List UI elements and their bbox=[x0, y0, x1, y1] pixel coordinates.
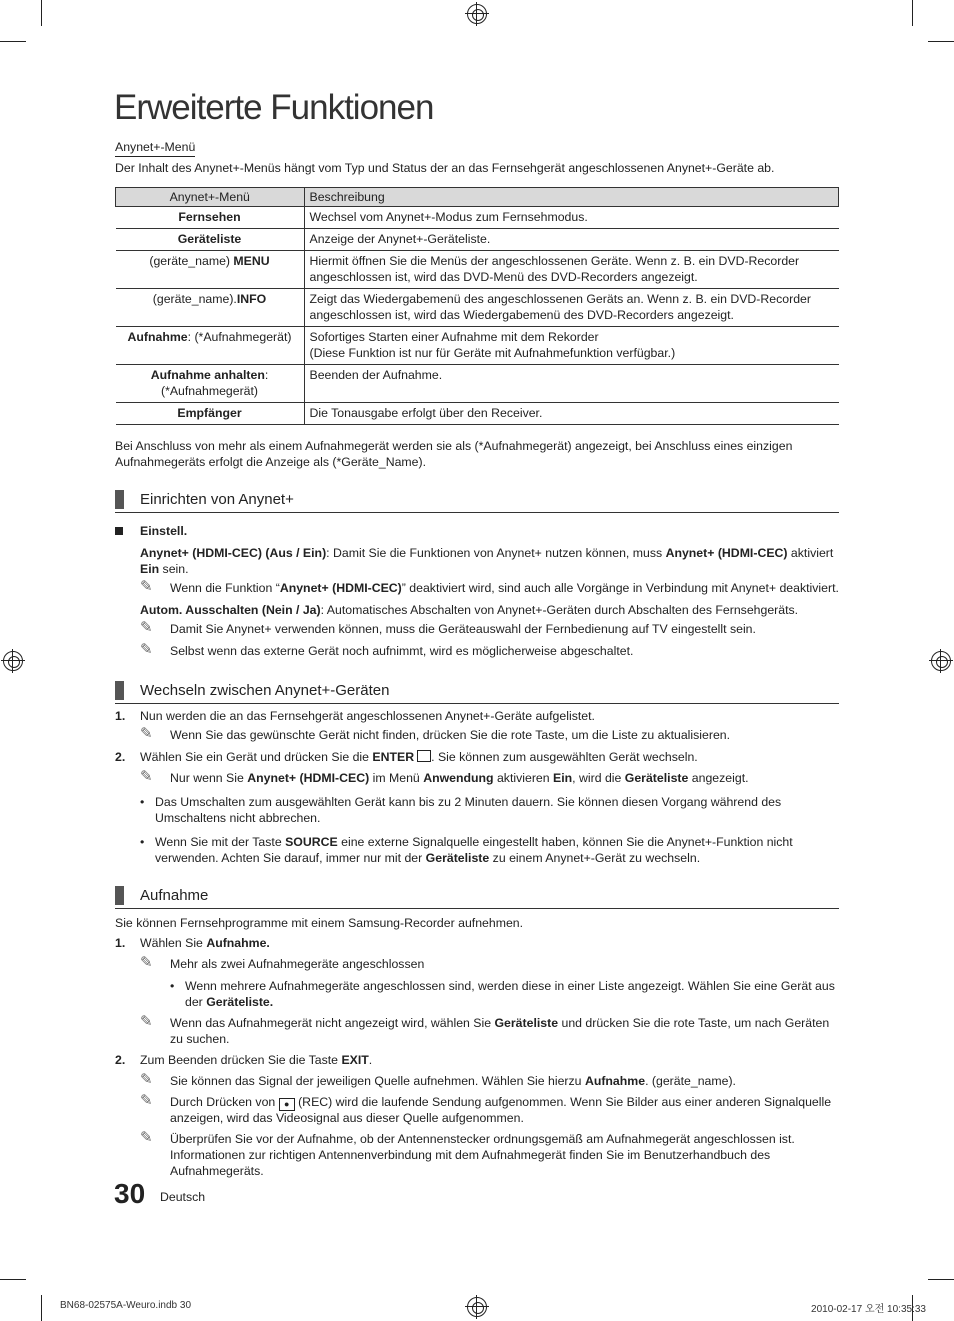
table-row bbox=[116, 289, 839, 327]
text: SOURCE bbox=[285, 835, 338, 849]
text: Sie können das Signal der jeweiligen Quelle aufnehmen. Wählen Sie hierzu bbox=[170, 1074, 585, 1088]
setting-name: Autom. Ausschalten (Nein / Ja) bbox=[140, 603, 321, 617]
text: . bbox=[368, 1053, 373, 1067]
text: Geräteliste bbox=[425, 851, 490, 865]
table-cell: Geräteliste bbox=[177, 232, 242, 246]
rec-button-icon: ● bbox=[279, 1098, 295, 1111]
table-cell: Aufnahme bbox=[127, 330, 188, 344]
text: ENTER bbox=[372, 750, 415, 764]
section-heading bbox=[115, 486, 839, 513]
text: Geräteliste bbox=[494, 1016, 559, 1030]
record-intro: Sie können Fernsehprogramme mit einem Samsung-Recorder aufnehmen. bbox=[115, 916, 524, 930]
table-cell: (*Aufnahmegerät) bbox=[160, 384, 259, 398]
pencil-note-icon: ✎ bbox=[140, 954, 153, 971]
text: Anynet+ (HDMI-CEC) bbox=[247, 771, 370, 785]
pencil-note-icon: ✎ bbox=[140, 725, 153, 742]
table-row bbox=[116, 327, 839, 365]
crop-mark bbox=[0, 41, 26, 42]
pencil-note-icon: ✎ bbox=[140, 1013, 153, 1030]
table-cell: Fernsehen bbox=[178, 210, 241, 224]
table-row bbox=[116, 403, 839, 425]
bullet-icon: • bbox=[140, 795, 145, 809]
text: Damit Sie Anynet+ verwenden können, muss die Geräteauswahl der Fernbedienung auf TV eingestellt sein. bbox=[170, 622, 756, 636]
pencil-note-icon: ✎ bbox=[140, 619, 153, 636]
anynet-menu-intro: Der Inhalt des Anynet+-Menüs hängt vom Typ und Status der an das Fernsehgerät angeschlossenen Anynet+-Geräte ab. bbox=[115, 161, 775, 175]
text: Geräteliste bbox=[624, 771, 689, 785]
text: Geräteliste. bbox=[206, 995, 274, 1009]
table-cell: (geräte_name) bbox=[149, 254, 234, 268]
enter-icon bbox=[417, 750, 431, 762]
section-title: Wechseln zwischen Anynet+-Geräten bbox=[140, 681, 390, 699]
text: Wenn Sie mit der Taste bbox=[155, 835, 286, 849]
text: Nun werden die an das Fernsehgerät angeschlossenen Anynet+-Geräte aufgelistet. bbox=[140, 709, 595, 723]
table-cell: Wechsel vom Anynet+-Modus zum Fernsehmodus. bbox=[304, 207, 839, 229]
note bbox=[140, 770, 839, 786]
crop-mark bbox=[41, 1295, 42, 1321]
note bbox=[140, 1015, 839, 1047]
text: : Automatisches Abschalten von Anynet+-Geräten durch Abschalten des Fernsehgeräts. bbox=[320, 603, 799, 617]
list-item bbox=[170, 978, 839, 1010]
page-number: 30 bbox=[114, 1178, 146, 1209]
text: Wenn die Funktion “ bbox=[170, 581, 280, 595]
note bbox=[140, 643, 839, 659]
step-number: 2. bbox=[115, 1053, 126, 1067]
section-heading bbox=[115, 882, 839, 909]
text: aktiviert bbox=[787, 546, 834, 560]
table-cell: Zeigt das Wiedergabemenü des angeschlossenen Geräts an. Wenn z. B. ein DVD-Recorder angeschlossen ist, wird das Wiedergabemenü des DVD-Recorders angezeigt. bbox=[304, 289, 839, 327]
text: . Sie können zum ausgewählten Gerät wechseln. bbox=[431, 750, 698, 764]
step-number: 2. bbox=[115, 750, 126, 764]
text: Nur wenn Sie bbox=[170, 771, 248, 785]
pencil-note-icon: ✎ bbox=[140, 1071, 153, 1088]
text: Anynet+ (HDMI-CEC) bbox=[279, 581, 402, 595]
text: Ein bbox=[140, 562, 160, 576]
table-row bbox=[116, 251, 839, 289]
crop-mark bbox=[0, 1279, 26, 1280]
heading-bar bbox=[115, 681, 124, 700]
section-title: Aufnahme bbox=[140, 886, 209, 904]
text: zu einem Anynet+-Gerät zu wechseln. bbox=[489, 851, 701, 865]
square-bullet-icon bbox=[115, 527, 123, 535]
pencil-note-icon: ✎ bbox=[140, 641, 153, 658]
print-info-left: BN68-02575A-Weuro.indb 30 bbox=[60, 1300, 192, 1311]
bullet-icon: • bbox=[170, 979, 175, 993]
registration-mark-icon bbox=[3, 651, 23, 671]
text: und drücken Sie die rote Taste, um nach Geräten zu suchen. bbox=[170, 1016, 830, 1046]
item-title: Einstell. bbox=[140, 524, 188, 538]
text: (REC) wird die laufende Sendung aufgenommen. Wenn Sie Bilder aus einer anderen Signalquelle anzeigen, wird das Videosignal aus dieser Quelle aufgenommen. bbox=[170, 1095, 832, 1125]
print-info-right: 2010-02-17 오전 10:35:33 bbox=[811, 1304, 926, 1315]
text: angezeigt. bbox=[688, 771, 749, 785]
table-cell: : (*Aufnahmegerät) bbox=[187, 330, 292, 344]
text: . (geräte_name). bbox=[645, 1074, 736, 1088]
list-item bbox=[115, 523, 839, 539]
registration-mark-icon bbox=[467, 4, 487, 24]
page-language: Deutsch bbox=[160, 1190, 206, 1204]
note bbox=[140, 1131, 839, 1179]
text: Aufnahme. bbox=[206, 936, 270, 950]
note bbox=[140, 956, 839, 972]
main-content bbox=[115, 139, 839, 1179]
table-row bbox=[116, 365, 839, 403]
setting-paragraph bbox=[140, 602, 839, 618]
step-number: 1. bbox=[115, 936, 126, 950]
text: EXIT bbox=[341, 1053, 369, 1067]
text: Das Umschalten zum ausgewählten Gerät kann bis zu 2 Minuten dauern. Sie können diesen Vorgang während des Umschaltens nicht abbrechen. bbox=[155, 795, 782, 825]
text: eine externe Signalquelle eingestellt haben, können Sie die Anynet+-Funktion nicht verwenden. Achten Sie darauf, immer nur mit der bbox=[155, 835, 793, 865]
text: Ein bbox=[553, 771, 573, 785]
table-cell: Die Tonausgabe erfolgt über den Receiver. bbox=[304, 403, 839, 425]
step-number: 1. bbox=[115, 709, 126, 723]
text: : Damit Sie die Funktionen von Anynet+ nutzen können, muss bbox=[326, 546, 666, 560]
text: Anwendung bbox=[423, 771, 494, 785]
list-item bbox=[140, 834, 839, 866]
table-cell: Sofortiges Starten einer Aufnahme mit dem Rekorder bbox=[309, 330, 599, 344]
table-cell: Beenden der Aufnahme. bbox=[304, 365, 839, 403]
list-item bbox=[115, 749, 839, 765]
text: Durch Drücken von bbox=[170, 1095, 279, 1109]
table-cell: MENU bbox=[233, 254, 270, 268]
pencil-note-icon: ✎ bbox=[140, 1092, 153, 1109]
list-item bbox=[115, 935, 839, 951]
list-item bbox=[115, 708, 839, 724]
table-cell: : bbox=[264, 368, 269, 382]
table-cell: Hiermit öffnen Sie die Menüs der angeschlossenen Geräte. Wenn z. B. ein DVD-Recorder angeschlossen ist, wird das DVD-Menü des DVD-Recorders angezeigt. bbox=[304, 251, 839, 289]
heading-bar bbox=[115, 490, 124, 509]
anynet-menu-after: Bei Anschluss von mehr als einem Aufnahmegerät werden sie als (*Aufnahmegerät) angezeigt, bei Anschluss eines einzigen Aufnahmegeräts erfolgt die Anzeige als (*Geräte_Name). bbox=[115, 439, 793, 469]
list-item bbox=[140, 794, 839, 826]
note bbox=[140, 1073, 839, 1089]
pencil-note-icon: ✎ bbox=[140, 1129, 153, 1146]
table-cell: Anzeige der Anynet+-Geräteliste. bbox=[304, 229, 839, 251]
table-row bbox=[116, 229, 839, 251]
anynet-menu-label: Anynet+-Menü bbox=[115, 139, 195, 157]
text: Wenn Sie das gewünschte Gerät nicht finden, drücken Sie die rote Taste, um die Liste zu aktualisieren. bbox=[170, 728, 731, 742]
text: sein. bbox=[159, 562, 189, 576]
note bbox=[140, 727, 839, 743]
text: Wenn mehrere Aufnahmegeräte angeschlossen sind, werden diese in einer Liste angezeigt. Wählen Sie eine Gerät aus der bbox=[185, 979, 835, 1009]
bullet-icon: • bbox=[140, 835, 145, 849]
text: Überprüfen Sie vor der Aufnahme, ob der Antennenstecker ordnungsgemäß am Aufnahmegerät angeschlossen ist. Informationen zur richtigen Antennenverbindung mit dem Aufnahmegerät finden Sie im Benutzerhandbuch des Aufnahmegeräts. bbox=[170, 1132, 795, 1178]
table-cell: (Diese Funktion ist nur für Geräte mit Aufnahmefunktion verfügbar.) bbox=[309, 346, 676, 360]
list-item bbox=[115, 1052, 839, 1068]
anynet-menu-table bbox=[115, 187, 839, 425]
registration-mark-icon bbox=[931, 651, 951, 671]
crop-mark bbox=[41, 0, 42, 26]
table-cell: INFO bbox=[236, 292, 267, 306]
table-cell: (geräte_name). bbox=[152, 292, 237, 306]
table-header-row bbox=[116, 188, 839, 207]
table-cell: Empfänger bbox=[177, 406, 242, 420]
text: Anynet+ (HDMI-CEC) bbox=[665, 546, 788, 560]
text: Selbst wenn das externe Gerät noch aufnimmt, wird es möglicherweise abgeschaltet. bbox=[170, 644, 634, 658]
pencil-note-icon: ✎ bbox=[140, 768, 153, 785]
text: ” deaktiviert wird, sind auch alle Vorgänge in Verbindung mit Anynet+ deaktiviert. bbox=[401, 581, 839, 595]
table-header: Beschreibung bbox=[304, 188, 839, 207]
note bbox=[140, 1094, 839, 1126]
note bbox=[140, 621, 839, 637]
heading-bar bbox=[115, 886, 124, 905]
text: im Menü bbox=[369, 771, 424, 785]
page-title: Erweiterte Funktionen bbox=[114, 88, 434, 127]
crop-mark bbox=[928, 41, 954, 42]
setting-name: Anynet+ (HDMI-CEC) (Aus / Ein) bbox=[140, 546, 327, 560]
section-title: Einrichten von Anynet+ bbox=[140, 490, 294, 508]
note bbox=[140, 580, 839, 596]
crop-mark bbox=[912, 0, 913, 26]
pencil-note-icon: ✎ bbox=[140, 578, 153, 595]
registration-mark-icon bbox=[467, 1297, 487, 1317]
text: Zum Beenden drücken Sie die Taste bbox=[140, 1053, 342, 1067]
text: Wählen Sie ein Gerät und drücken Sie die bbox=[140, 750, 373, 764]
text: Wählen Sie bbox=[140, 936, 207, 950]
table-row bbox=[116, 207, 839, 229]
setting-paragraph bbox=[140, 545, 839, 577]
text: Wenn das Aufnahmegerät nicht angezeigt wird, wählen Sie bbox=[170, 1016, 495, 1030]
text: Aufnahme bbox=[584, 1074, 646, 1088]
table-header: Anynet+-Menü bbox=[116, 188, 305, 207]
text: aktivieren bbox=[493, 771, 554, 785]
crop-mark bbox=[928, 1279, 954, 1280]
section-heading bbox=[115, 677, 839, 704]
table-cell: Aufnahme anhalten bbox=[150, 368, 265, 382]
text: Mehr als zwei Aufnahmegeräte angeschlossen bbox=[170, 957, 425, 971]
text: , wird die bbox=[572, 771, 625, 785]
